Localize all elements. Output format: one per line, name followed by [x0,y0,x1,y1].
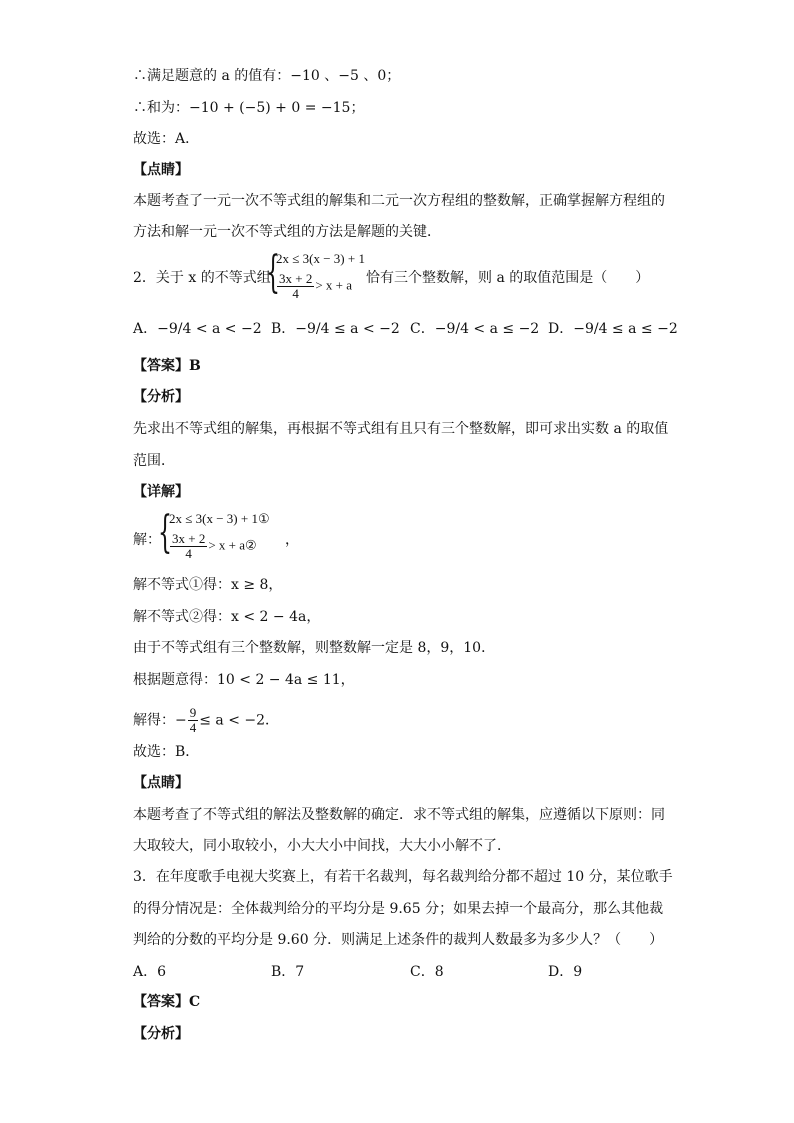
question-3-line: 3．在年度歌手电视大奖赛上，有若干名裁判，每名裁判给分都不超过 10 分，某位歌手 [133,869,673,885]
brace-icon: { [266,247,280,298]
fraction: $\frac{3x + 2}{4}$ [172,531,206,561]
option-b: B．7 [271,964,305,980]
text-line: 方法和解一元一次不等式组的方法是解题的关键． [133,224,441,240]
section-heading: 【详解】 [133,484,189,500]
system-line-2: $\frac{3x + 2}{4}$ > x + a② [172,531,257,561]
option-d: D．9 [548,964,583,980]
text-line: 解不等式①得：x ≥ 8， [133,577,283,593]
option-c: C．8 [410,964,444,980]
text-line: 范围． [133,453,175,469]
option-a: A．−9/4 < a < −2 [133,321,262,337]
fraction: $\frac{9}{4}$ [189,705,197,735]
solution-label: 解： [133,532,161,548]
text-line: 故选：B． [133,744,200,760]
text-line: 本题考查了一元一次不等式组的解集和二元一次方程组的整数解，正确掌握解方程组的 [133,193,665,209]
text-line: 大取较大，同小取较小，小大大小中间找，大大小小解不了． [133,838,511,854]
text-line: 由于不等式组有三个整数解，则整数解一定是 8，9，10． [133,640,496,656]
option-d: D．−9/4 ≤ a ≤ −2 [548,321,678,337]
question-2-suffix: 恰有三个整数解，则 a 的取值范围是（ ） [366,270,650,286]
text-line: ∴满足题意的 a 的值有：−10 、−5 、0； [133,68,401,84]
section-heading: 【分析】 [133,1026,189,1042]
system-line-1: 2x ≤ 3(x − 3) + 1 [276,251,365,266]
text-line: 本题考查了不等式组的解法及整数解的确定．求不等式组的解集，应遵循以下原则：同 [133,807,665,823]
text-line: ∴和为：−10 + (−5) + 0 = −15； [133,100,365,116]
option-b: B．−9/4 ≤ a < −2 [271,321,400,337]
section-heading: 【点睛】 [133,775,189,791]
comma: ， [285,532,299,548]
system-line-2: $\frac{3x + 2}{4}$ > x + a [279,271,353,301]
answer-label: 【答案】B [133,358,201,374]
option-c: C．−9/4 < a ≤ −2 [410,321,540,337]
answer-label: 【答案】C [133,994,201,1010]
section-heading: 【分析】 [133,389,189,405]
question-3-line: 判给的分数的平均分是 9.60 分．则满足上述条件的裁判人数最多为多少人？（ ） [133,932,664,948]
text-line: 故选：A． [133,131,200,147]
option-a: A．6 [133,964,167,980]
result-line: 解得：− $\frac{9}{4}$ ≤ a < −2． [133,705,280,735]
fraction: $\frac{3x + 2}{4}$ [279,271,313,301]
brace-icon: { [158,507,172,558]
text-line: 根据题意得：10 < 2 − 4a ≤ 11， [133,672,355,688]
system-line-1: 2x ≤ 3(x − 3) + 1① [169,511,270,526]
question-3-line: 的得分情况是：全体裁判给分的平均分是 9.65 分；如果去掉一个最高分，那么其他裁 [133,901,664,917]
section-heading: 【点睛】 [133,162,189,178]
question-2-prefix: 2．关于 x 的不等式组 [133,270,271,286]
text-line: 先求出不等式组的解集，再根据不等式组有且只有三个整数解，即可求出实数 a 的取值 [133,421,669,437]
text-line: 解不等式②得：x < 2 − 4a， [133,609,321,625]
